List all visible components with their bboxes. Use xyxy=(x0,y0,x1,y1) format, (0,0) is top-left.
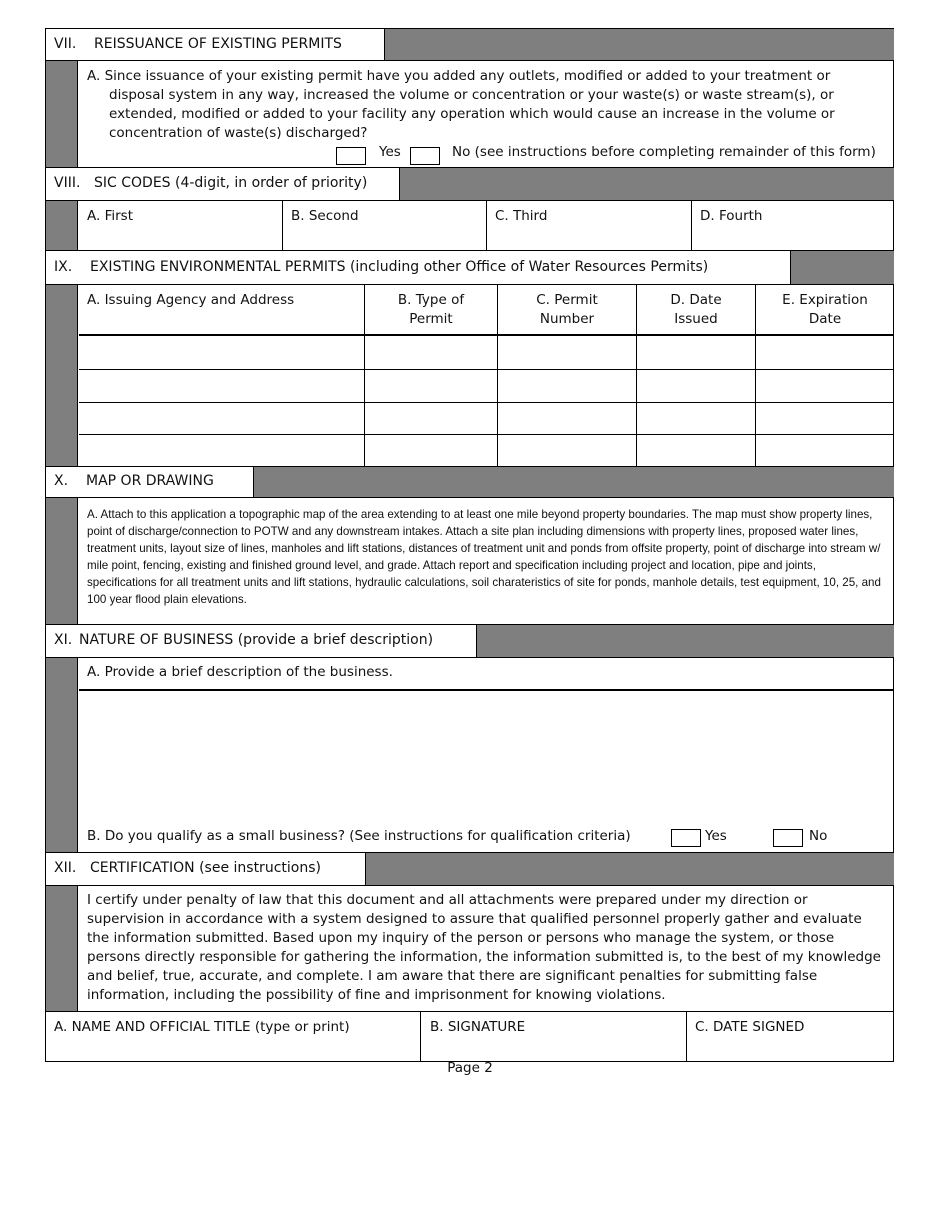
signature-row xyxy=(45,1011,894,1062)
small-business-question: B. Do you qualify as a small business? (See instructions for qualification criteria) xyxy=(87,828,631,844)
yes-label: Yes xyxy=(379,144,401,160)
table-row[interactable] xyxy=(79,403,894,434)
left-shade xyxy=(46,201,78,250)
sic-second-field[interactable]: B. Second xyxy=(291,208,359,224)
sic-first-field[interactable]: A. First xyxy=(87,208,133,224)
no-label: No (see instructions before completing remainder of this form) xyxy=(452,144,876,160)
map-instructions: A. Attach to this application a topographic map of the area extending to at least one mile beyond property boundaries. The map must show property lines, point of discharge/connection to POTW and any downstream intakes. Attach a site plan including dimensions with property lines, proposed water lines, treatment units, layout size of lines, manholes and lift stations, distances of treatment unit and ponds from offsite property, point of discharge into stream w/ mile point, fencing, existing and finished ground level, and grade. Attach report and specification including project and location, pipe and joints, specifications for all treatment units and lift stations, hydraulic calculations, soil charateristics of site for ponds, manhole details, test equipment, 10, 25, and 100 year flood plain elevations. xyxy=(87,508,881,606)
section-x-header xyxy=(45,466,894,498)
section-ix-header xyxy=(45,250,894,285)
col-permit-number: C. Permit Number xyxy=(536,292,598,327)
section-viii-body xyxy=(45,200,894,251)
name-title-field[interactable]: A. NAME AND OFFICIAL TITLE (type or print) xyxy=(54,1019,350,1035)
header-shade xyxy=(476,625,894,657)
section-vii-header xyxy=(45,28,894,61)
col-date-issued: D. Date Issued xyxy=(670,292,722,327)
section-xi-header xyxy=(45,624,894,658)
header-shade xyxy=(790,251,894,284)
section-xi-body xyxy=(45,657,894,853)
col-issuing-agency: A. Issuing Agency and Address xyxy=(87,292,295,308)
page-number: Page 2 xyxy=(447,1060,493,1076)
section-vii-body xyxy=(45,60,894,168)
section-xii-header xyxy=(45,852,894,886)
section-number: XII. xyxy=(54,860,77,876)
section-title: REISSUANCE OF EXISTING PERMITS xyxy=(94,36,342,52)
section-title: SIC CODES (4-digit, in order of priority) xyxy=(94,175,368,191)
section-number: VIII. xyxy=(54,175,81,191)
sic-third-field[interactable]: C. Third xyxy=(495,208,548,224)
date-signed-field[interactable]: C. DATE SIGNED xyxy=(695,1019,805,1035)
sic-fourth-field[interactable]: D. Fourth xyxy=(700,208,763,224)
reissuance-question: A. Since issuance of your existing permit have you added any outlets, modified or added to your treatment or disposal system in any way, increased the volume or concentration or your waste(s) or waste stream(s), or extended, modified or added to your facility any operation which would cause an increase in the volume or concentration of waste(s) discharged? xyxy=(87,68,835,141)
col-type-of-permit: B. Type of Permit xyxy=(397,292,465,327)
header-shade xyxy=(384,29,894,60)
col-expiration-date: E. Expiration Date xyxy=(782,292,868,327)
header-shade xyxy=(399,168,894,200)
business-description-field[interactable] xyxy=(79,691,894,821)
small-business-no-checkbox[interactable] xyxy=(773,829,803,847)
header-shade xyxy=(253,467,894,497)
section-title: NATURE OF BUSINESS (provide a brief description) xyxy=(79,632,434,648)
table-row[interactable] xyxy=(79,370,894,402)
header-shade xyxy=(365,853,894,885)
no-label: No xyxy=(809,828,828,844)
section-number: VII. xyxy=(54,36,77,52)
section-viii-header xyxy=(45,167,894,201)
section-title: EXISTING ENVIRONMENTAL PERMITS (including other Office of Water Resources Permits) xyxy=(90,259,709,275)
section-number: XI. xyxy=(54,632,73,648)
table-row[interactable] xyxy=(79,435,894,466)
left-shade xyxy=(46,61,78,167)
certification-text: I certify under penalty of law that this document and all attachments were prepared under my direction or supervision in accordance with a system designed to assure that qualified personnel properly gather and evaluate the information submitted. Based upon my inquiry of the person or persons who manage the system, or those persons directly responsible for gathering the information, the information submitted is, to the best of my knowledge and belief, true, accurate, and complete. I am aware that there are significant penalties for submitting false information, including the possibility of fine and imprisonment for knowing violations. xyxy=(87,892,881,1003)
section-title: MAP OR DRAWING xyxy=(86,473,214,489)
section-number: X. xyxy=(54,473,69,489)
left-shade xyxy=(46,658,78,852)
section-ix-table xyxy=(45,284,894,467)
left-shade xyxy=(46,886,78,1011)
signature-field[interactable]: B. SIGNATURE xyxy=(430,1019,526,1035)
reissuance-yes-checkbox[interactable] xyxy=(336,147,366,165)
yes-label: Yes xyxy=(705,828,727,844)
section-x-body xyxy=(45,497,894,625)
small-business-yes-checkbox[interactable] xyxy=(671,829,701,847)
left-shade xyxy=(46,285,78,466)
business-description-label: A. Provide a brief description of the business. xyxy=(87,664,393,680)
section-title: CERTIFICATION (see instructions) xyxy=(90,860,321,876)
reissuance-no-checkbox[interactable] xyxy=(410,147,440,165)
section-number: IX. xyxy=(54,259,73,275)
table-row[interactable] xyxy=(79,336,894,369)
section-xii-body xyxy=(45,885,894,1012)
left-shade xyxy=(46,498,78,624)
